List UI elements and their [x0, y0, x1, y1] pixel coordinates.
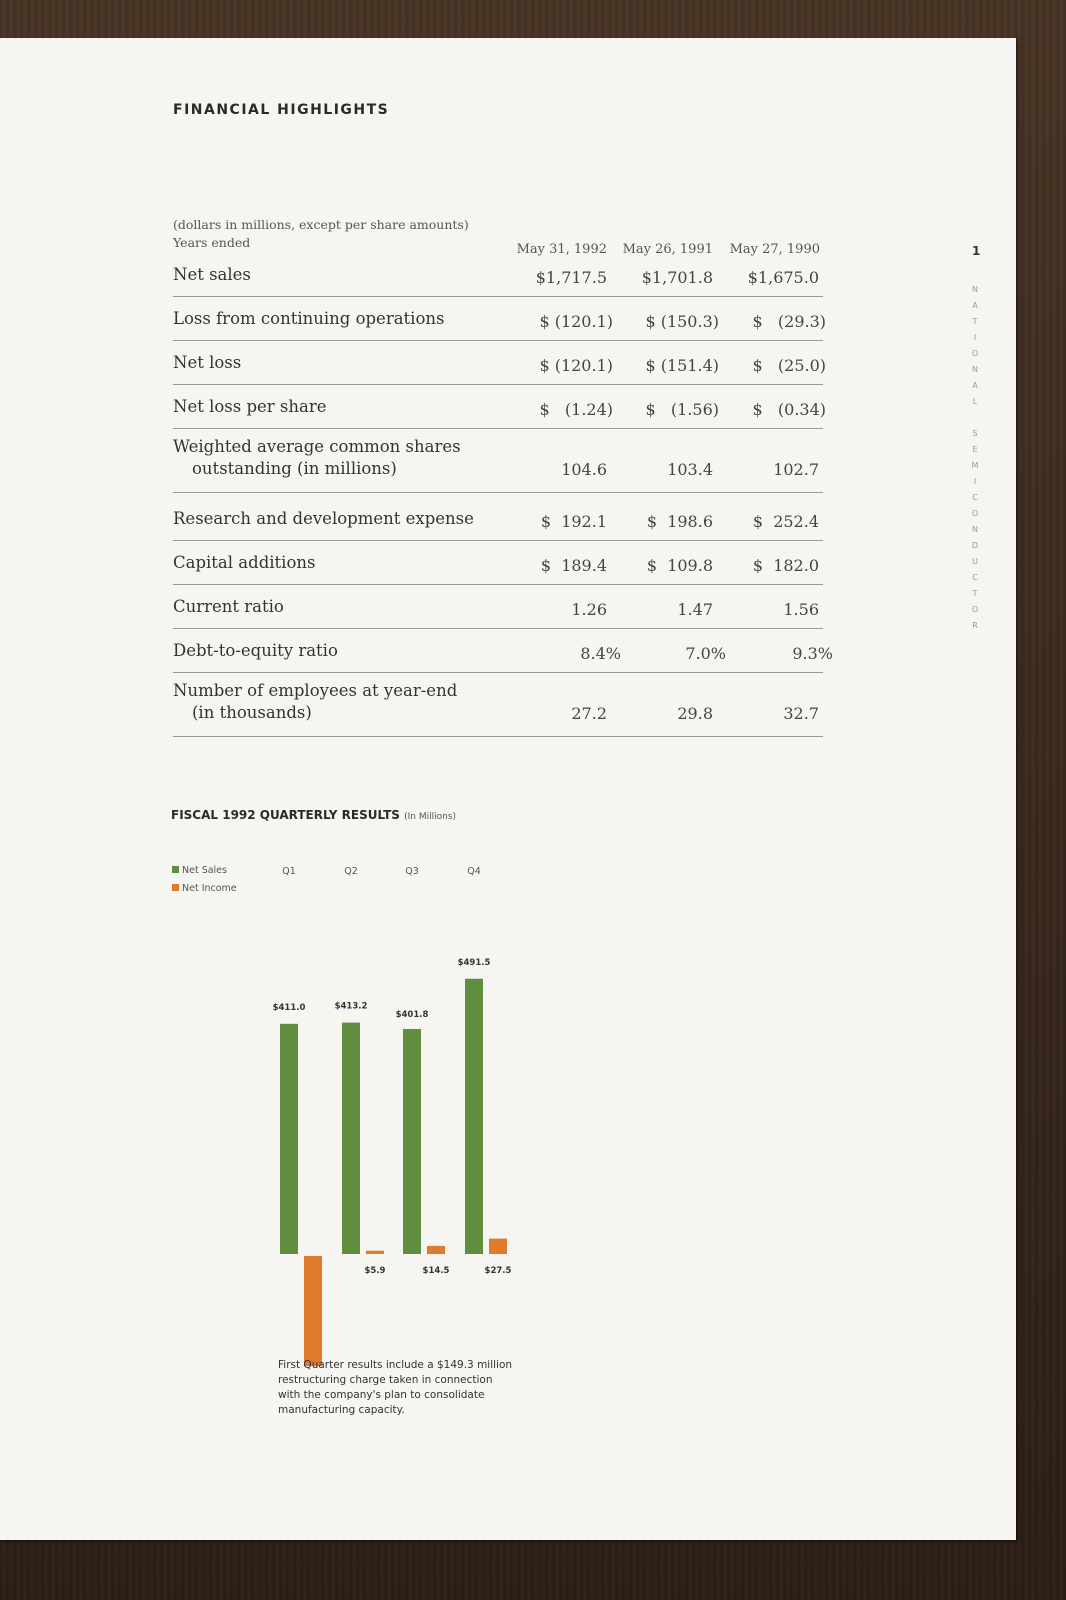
- sidebar-letter: M: [971, 461, 979, 470]
- row-label-line: Net loss per share: [173, 397, 327, 416]
- row-value: $ (151.4): [645, 356, 719, 375]
- bar-net-sales: [342, 1023, 360, 1254]
- row-value: $ (120.1): [539, 312, 613, 331]
- sidebar-letter: T: [972, 317, 978, 326]
- chart-title: [171, 808, 456, 822]
- column-header-1990: May 27, 1990: [729, 242, 820, 257]
- category-label: Q2: [344, 866, 358, 877]
- chart-units: (In Millions): [404, 812, 457, 822]
- data-label-net-sales: $491.5: [457, 957, 491, 968]
- sidebar-letter: N: [972, 525, 978, 534]
- sidebar-letter: O: [971, 509, 979, 518]
- row-value: 102.7: [773, 460, 819, 479]
- sidebar-letter: N: [972, 365, 978, 374]
- bar-net-income: [304, 1256, 322, 1366]
- row-label-line: outstanding (in millions): [192, 459, 397, 478]
- row-value: $ 189.4: [540, 556, 607, 575]
- row-value: $ 109.8: [646, 556, 713, 575]
- sidebar-letter: I: [973, 477, 977, 486]
- row-label: [173, 552, 315, 574]
- chart-title-text: FISCAL 1992 QUARTERLY RESULTS: [171, 808, 400, 822]
- sidebar-letter: T: [972, 589, 978, 598]
- sidebar-letter: [968, 410, 982, 426]
- sidebar-letter: A: [972, 381, 978, 390]
- category-label: Q1: [282, 866, 296, 877]
- sidebar-letter: L: [972, 397, 978, 406]
- table-row: [173, 586, 823, 629]
- sidebar-letter: U: [972, 557, 978, 566]
- row-value: 103.4: [667, 460, 713, 479]
- row-label: [173, 508, 474, 530]
- sidebar-letter: R: [972, 621, 978, 630]
- row-label-line: Weighted average common shares: [173, 437, 461, 456]
- table-notes: [173, 216, 469, 252]
- table-row: [173, 298, 826, 341]
- row-label-line: Current ratio: [173, 597, 284, 616]
- sidebar-letter: O: [971, 605, 979, 614]
- row-label: [173, 640, 338, 662]
- row-label-line: Research and development expense: [173, 509, 474, 528]
- table-row: [173, 342, 826, 385]
- row-label-line: Net sales: [173, 265, 251, 284]
- row-label-line: Number of employees at year-end: [173, 681, 458, 700]
- row-label-line: Capital additions: [173, 553, 316, 572]
- row-label-line: Loss from continuing operations: [173, 309, 445, 328]
- table-row: [173, 542, 823, 585]
- row-value: 7.0%: [685, 644, 726, 663]
- sidebar-letter: C: [972, 573, 978, 582]
- column-header-1991: May 26, 1991: [622, 242, 713, 257]
- sidebar-letter: O: [971, 349, 979, 358]
- row-label: [173, 596, 284, 618]
- bar-net-income: [427, 1246, 445, 1254]
- category-label: Q4: [467, 866, 481, 877]
- sidebar-letter: A: [972, 301, 978, 310]
- row-value: $ (150.3): [645, 312, 719, 331]
- bar-net-sales: [280, 1024, 298, 1254]
- row-value: 1.47: [677, 600, 713, 619]
- sidebar-letter: E: [972, 445, 978, 454]
- table-row: [173, 498, 823, 541]
- row-label: [173, 264, 251, 286]
- annual-report-page: [0, 38, 1016, 1540]
- table-row: [173, 386, 826, 429]
- row-value: $1,717.5: [535, 268, 607, 287]
- sidebar-letter: C: [972, 493, 978, 502]
- row-value: $ 182.0: [752, 556, 819, 575]
- row-value: $1,675.0: [747, 268, 819, 287]
- row-value: $ 252.4: [752, 512, 819, 531]
- data-label-net-income: $5.9: [364, 1266, 386, 1276]
- row-value: 8.4%: [580, 644, 621, 663]
- row-value: $ (120.1): [539, 356, 613, 375]
- bar-net-income: [366, 1251, 384, 1254]
- row-label: [173, 352, 241, 374]
- row-label-line: Debt-to-equity ratio: [173, 641, 338, 660]
- column-header-1992: May 31, 1992: [516, 242, 607, 257]
- row-value: 1.26: [571, 600, 607, 619]
- row-value: 27.2: [571, 704, 607, 723]
- legend-swatch-net-income: [172, 884, 179, 891]
- chart-footnote: First Quarter results include a $149.3 million restructuring charge taken in connection with the company's plan to consolidate manufacturing capacity.: [278, 1359, 513, 1416]
- quarterly-results-chart: [160, 828, 560, 1368]
- row-value: $ 198.6: [646, 512, 713, 531]
- row-label-line: Net loss: [173, 353, 242, 372]
- table-row: [173, 630, 833, 673]
- company-name-vertical: [968, 282, 982, 634]
- row-value: $ (25.0): [752, 356, 826, 375]
- legend-label: Net Income: [182, 883, 237, 894]
- data-label-net-sales: $411.0: [272, 1002, 306, 1013]
- category-label: Q3: [405, 866, 419, 877]
- table-row: [173, 430, 823, 493]
- table-row: [173, 254, 823, 297]
- data-label-net-income: $27.5: [484, 1266, 512, 1276]
- sidebar-letter: S: [972, 429, 978, 438]
- row-value: 32.7: [783, 704, 819, 723]
- row-value: $ (1.24): [539, 400, 613, 419]
- legend-label: Net Sales: [182, 865, 227, 876]
- units-note: (dollars in millions, except per share amounts): [173, 217, 469, 232]
- data-label-net-sales: $413.2: [334, 1001, 368, 1012]
- sidebar-letter: D: [971, 541, 979, 550]
- row-value: $ (29.3): [752, 312, 826, 331]
- sidebar-letter: N: [972, 285, 978, 294]
- bar-net-sales: [465, 979, 483, 1254]
- row-value: 9.3%: [792, 644, 833, 663]
- data-label-net-sales: $401.8: [395, 1009, 429, 1020]
- row-value: $ 192.1: [540, 512, 607, 531]
- row-label: [173, 308, 445, 330]
- table-row: [173, 674, 823, 737]
- row-label: [173, 436, 461, 480]
- row-value: $ (1.56): [645, 400, 719, 419]
- row-value: 1.56: [783, 600, 819, 619]
- page-title: FINANCIAL HIGHLIGHTS: [173, 102, 390, 118]
- bar-net-income: [489, 1239, 507, 1254]
- row-label-line: (in thousands): [192, 703, 312, 722]
- row-value: 104.6: [561, 460, 607, 479]
- row-value: $1,701.8: [641, 268, 713, 287]
- years-note: Years ended: [173, 235, 251, 250]
- bar-net-sales: [403, 1029, 421, 1254]
- sidebar-letter: I: [973, 333, 977, 342]
- row-label: [173, 680, 457, 724]
- data-label-net-income: $14.5: [422, 1266, 450, 1276]
- page-number: 1: [972, 244, 981, 258]
- legend-swatch-net-sales: [172, 866, 179, 873]
- row-value: 29.8: [677, 704, 713, 723]
- row-value: $ (0.34): [752, 400, 826, 419]
- row-label: [173, 396, 327, 418]
